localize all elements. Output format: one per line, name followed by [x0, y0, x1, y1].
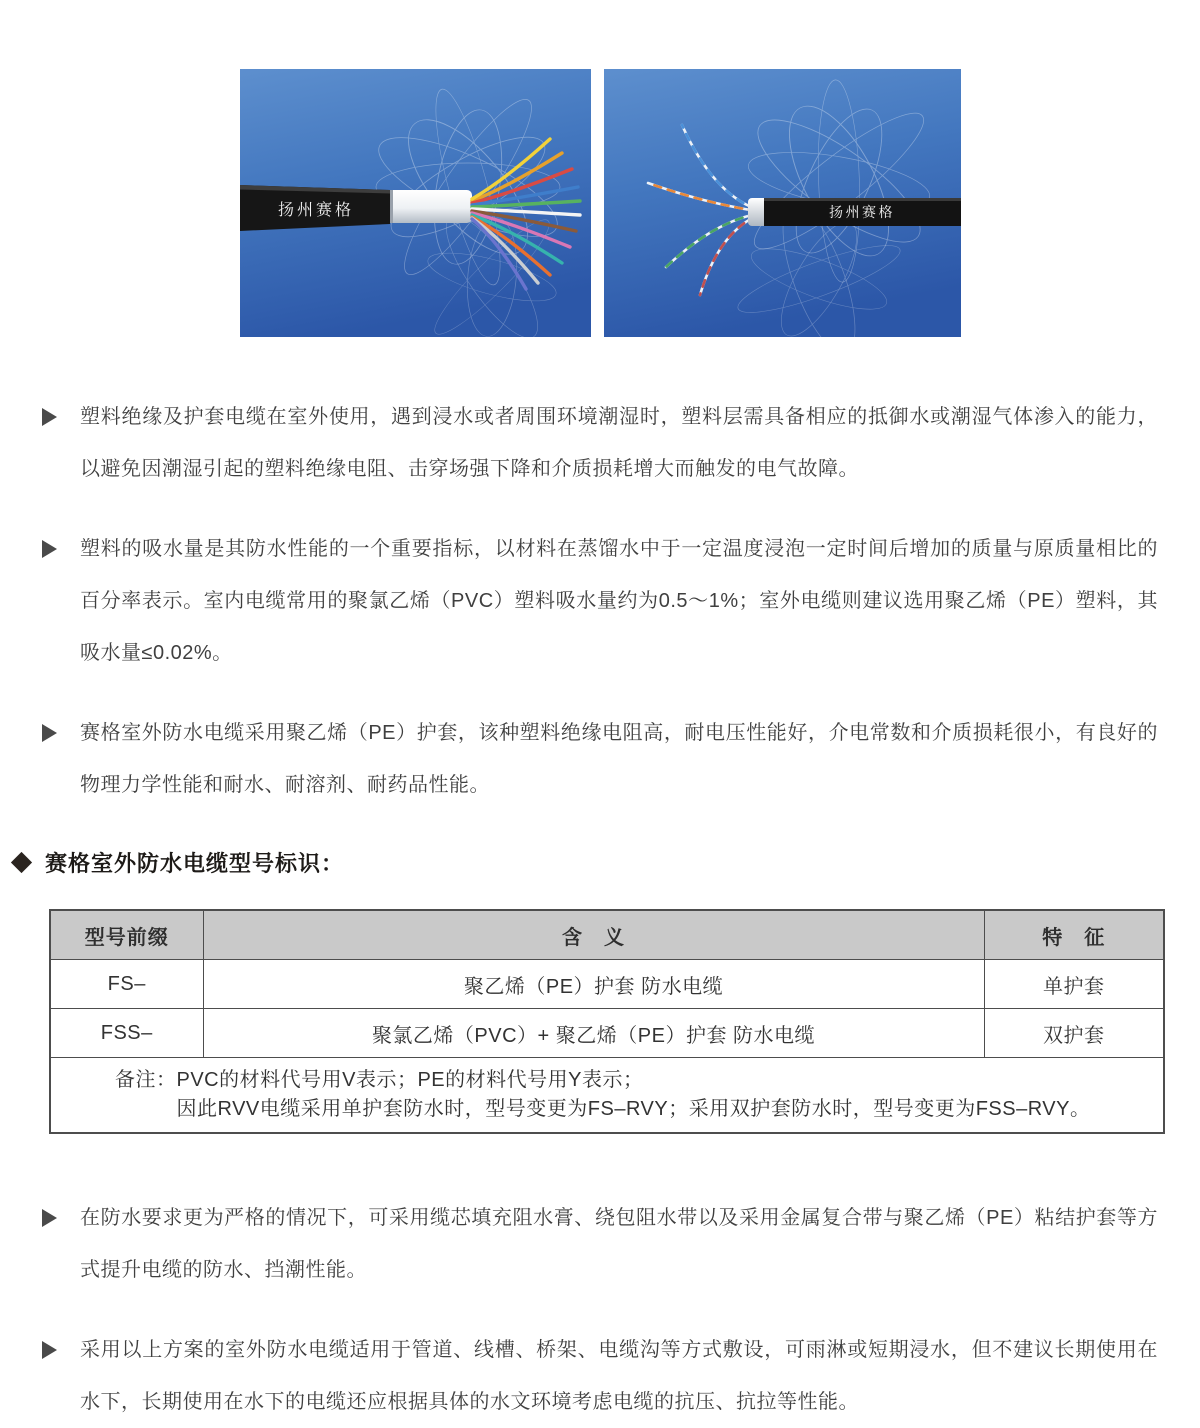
cell-prefix: FS– — [50, 960, 203, 1009]
product-image-left — [240, 69, 591, 337]
cell-feature: 单护套 — [984, 960, 1164, 1009]
product-image-right — [604, 69, 961, 337]
cell-meaning: 聚氯乙烯（PVC）+ 聚乙烯（PE）护套 防水电缆 — [203, 1009, 984, 1058]
bullet-item-3 — [42, 707, 1158, 811]
bullet-text: 塑料绝缘及护套电缆在室外使用，遇到浸水或者周围环境潮湿时，塑料层需具备相应的抵御水或潮湿气体渗入的能力，以避免因潮湿引起的塑料绝缘电阻、击穿场强下降和介质损耗增大而触发的电气故障。 — [80, 406, 1158, 480]
table-row — [50, 960, 1164, 1009]
triangle-bullet-icon — [42, 1341, 57, 1359]
bullet-item-1 — [42, 391, 1158, 495]
note-line-2: 因此RVV电缆采用单护套防水时，型号变更为FS–RVY；采用双护套防水时，型号变更为FSS–RVY。 — [176, 1098, 1091, 1120]
bullet-item-2 — [42, 523, 1158, 679]
table-header-row — [50, 910, 1164, 960]
cable-brand-label-right: 扬州赛格 — [828, 204, 895, 220]
note-label: 备注： — [115, 1069, 177, 1091]
product-images — [0, 0, 1200, 337]
cable-brand-label-left: 扬州赛格 — [277, 202, 354, 219]
bullet-item-4 — [42, 1192, 1158, 1296]
table-row — [50, 1009, 1164, 1058]
model-designation-table — [49, 909, 1165, 1134]
triangle-bullet-icon — [42, 1209, 57, 1227]
cable-photo-fanned-wires — [240, 69, 591, 337]
table-note-row — [50, 1058, 1164, 1134]
col-header-feature: 特 征 — [984, 910, 1164, 960]
diamond-icon — [11, 852, 32, 873]
section-title — [14, 847, 1200, 878]
section-title-text: 赛格室外防水电缆型号标识： — [45, 851, 345, 876]
bullet-text: 赛格室外防水电缆采用聚乙烯（PE）护套，该种塑料绝缘电阻高，耐电压性能好，介电常数和介质损耗很小，有良好的物理力学性能和耐水、耐溶剂、耐药品性能。 — [80, 722, 1158, 796]
bullet-item-5 — [42, 1324, 1158, 1428]
cable-highlight — [764, 198, 961, 201]
cell-meaning: 聚乙烯（PE）护套 防水电缆 — [203, 960, 984, 1009]
cable-photo-twisted-pairs — [604, 69, 961, 337]
triangle-bullet-icon — [42, 408, 57, 426]
bullet-text: 采用以上方案的室外防水电缆适用于管道、线槽、桥架、电缆沟等方式敷设，可雨淋或短期浸水，但不建议长期使用在水下，长期使用在水下的电缆还应根据具体的水文环境考虑电缆的抗压、抗拉等性能。 — [80, 1339, 1158, 1413]
note-body — [177, 1066, 1091, 1124]
cell-feature: 双护套 — [984, 1009, 1164, 1058]
cable-inner-sheath — [386, 190, 472, 223]
bullet-text: 塑料的吸水量是其防水性能的一个重要指标，以材料在蒸馏水中于一定温度浸泡一定时间后增加的质量与原质量相比的百分率表示。室内电缆常用的聚氯乙烯（PVC）塑料吸水量约为0.5～1%；室外电缆则建议选用聚乙烯（PE）塑料，其吸水量≤0.02%。 — [80, 538, 1158, 664]
cell-prefix: FSS– — [50, 1009, 203, 1058]
note-line-1: PVC的材料代号用V表示；PE的材料代号用Y表示； — [176, 1069, 644, 1091]
col-header-prefix: 型号前缀 — [50, 910, 203, 960]
closing-bullets — [42, 1192, 1158, 1428]
note-cell — [50, 1058, 1164, 1134]
bullet-text: 在防水要求更为严格的情况下，可采用缆芯填充阻水膏、绕包阻水带以及采用金属复合带与聚乙烯（PE）粘结护套等方式提升电缆的防水、挡潮性能。 — [80, 1207, 1158, 1281]
col-header-meaning: 含 义 — [203, 910, 984, 960]
triangle-bullet-icon — [42, 540, 57, 558]
intro-bullets — [42, 391, 1158, 811]
triangle-bullet-icon — [42, 724, 57, 742]
